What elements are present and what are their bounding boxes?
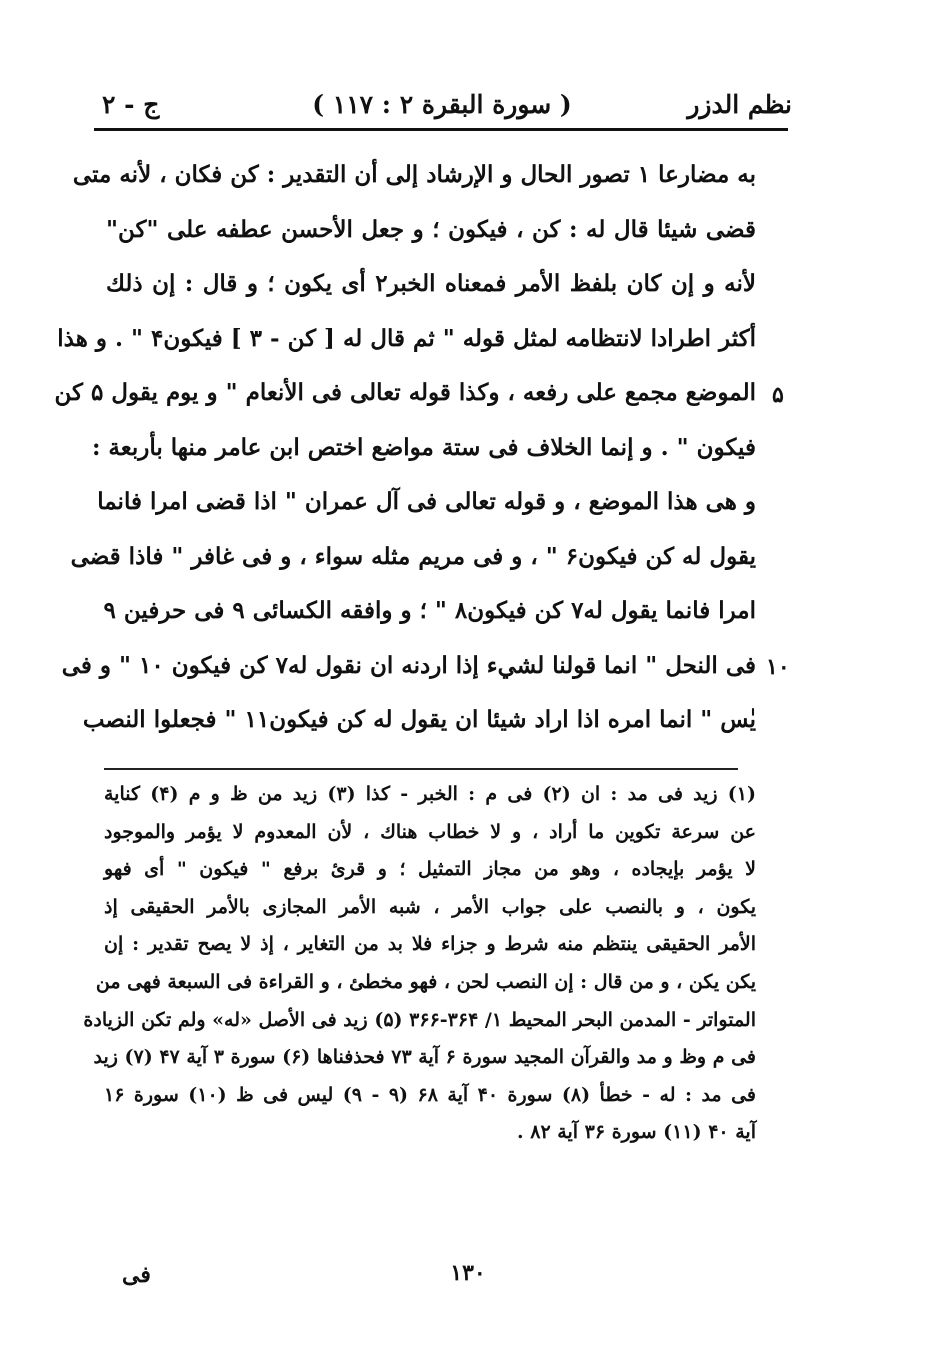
footnote-line: (۱) زيد فى مد : ان (۲) فى م : الخبر - كذا (۳) زيد من ظ و م (۴) كناية <box>104 783 756 805</box>
footnote-line: عن سرعة تكوين ما أراد ، و لا خطاب هناك ، لأن المعدوم لا يؤمر والموجود <box>104 820 756 843</box>
page-number: ۱۳۰ <box>450 1260 486 1286</box>
text-line: لأنه و إن كان بلفظ الأمر فمعناه الخبر۲ أى يكون ؛ و قال : إن ذلك <box>106 270 756 297</box>
text-line: الموضع مجمع على رفعه ، وكذا قوله تعالى فى الأنعام " و يوم يقول ۵ كن <box>54 379 756 406</box>
text-line: يقول له كن فيكون۶ " ، و فى مريم مثله سواء ، و فى غافر " فاذا قضى <box>70 542 756 570</box>
text-line: فيكون " . و إنما الخلاف فى ستة مواضع اختص ابن عامر منها بأربعة : <box>91 433 756 461</box>
footnote-line: آية ۴۰ (۱۱) سورة ۳۶ آية ۸۲ . <box>517 1121 756 1144</box>
footnote-line: فى م وظ و مد والقرآن المجيد سورة ۶ آية ۷۳ فحذفناها (۶) سورة ۳ آية ۴۷ (۷) زيد <box>93 1046 756 1069</box>
text-line: قضى شيئا قال له : كن ، فيكون ؛ و جعل الأحسن عطفه على "كن" <box>106 215 756 243</box>
footnote-line: المتواتر - المدمن البحر المحيط ۱/ ۳۶۴-۳۶۶ (۵) زيد فى الأصل «له» ولم تكن الزيادة <box>83 1008 756 1031</box>
text-line: به مضارعا ۱ تصور الحال و الإرشاد إلى أن التقدير : كن فكان ، لأنه متى <box>72 161 756 188</box>
footnote-line: لا يؤمر بإيجاده ، وهو من مجاز التمثيل ؛ و قرئ برفع " فيكون " أى فهو <box>104 858 756 881</box>
text-line: يٰس " انما امره اذا اراد شيئا ان يقول له كن فيكون۱۱ " فجعلوا النصب <box>82 706 756 733</box>
line-number-10: ۱۰ <box>766 654 790 680</box>
footnotes <box>83 776 756 1152</box>
running-header <box>92 86 792 126</box>
text-line: و هى هذا الموضع ، و قوله تعالى فى آل عمران " اذا قضى امرا فانما <box>97 488 756 515</box>
catchword: فى <box>122 1262 151 1288</box>
footnote-line: الأمر الحقيقى ينتظم منه شرط و جزاء فلا بد من التغاير ، إذ لا يصح تقدير : إن <box>104 933 756 956</box>
main-text <box>54 148 756 748</box>
text-line: فى النحل " انما قولنا لشيء إذا اردنه ان نقول له۷ كن فيكون ۱۰ " و فى <box>61 651 756 679</box>
header-rule <box>94 128 788 131</box>
footnote-rule <box>104 768 738 770</box>
footnote-line: فى مد : له - خطأ (۸) سورة ۴۰ آية ۶۸ (۹ - ۹) ليس فى ظ (۱۰) سورة ۱۶ <box>104 1083 756 1106</box>
text-line: امرا فانما يقول له۷ كن فيكون۸ " ؛ و وافقه الكسائى ۹ فى حرفين ۹ <box>103 597 756 624</box>
book-title: نظم الدزر <box>687 90 792 119</box>
line-number-5: ۵ <box>772 382 784 408</box>
footnote-line: يكن يكن ، و من قال : إن النصب لحن ، فهو مخطئ ، و القراءة فى السبعة فهى من <box>95 970 756 993</box>
text-line: أكثر اطرادا لانتظامه لمثل قوله " ثم قال له [ كن - ۳ ] فيكون۴ " . و هذا <box>57 324 756 352</box>
surah-reference: ( سورة البقرة ۲ : ۱۱۷ ) <box>312 90 572 119</box>
volume-label: ج - ۲ <box>102 90 160 119</box>
footnote-line: يكون ، و بالنصب على جواب الأمر ، شبه الأمر المجازى بالأمر الحقيقى إذ <box>104 895 756 918</box>
